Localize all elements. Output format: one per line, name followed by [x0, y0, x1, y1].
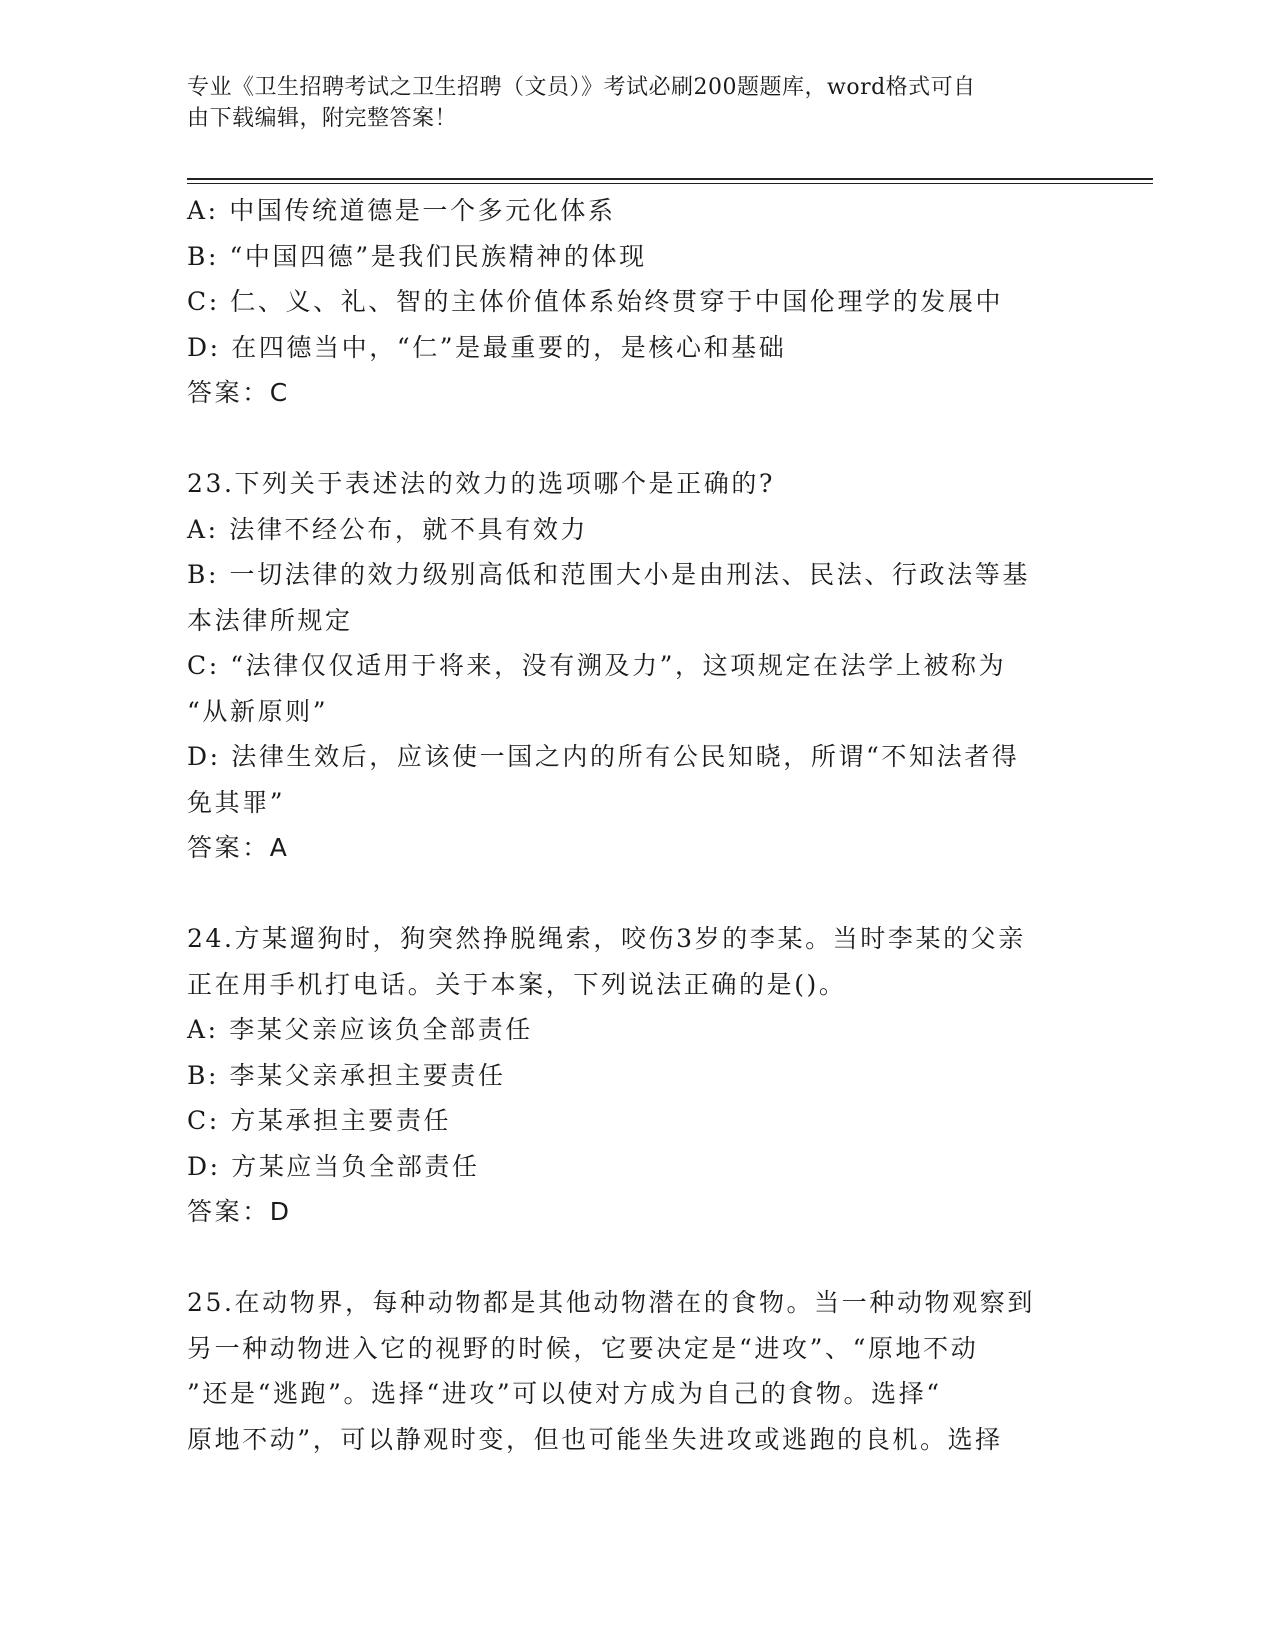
question-24	[187, 916, 1067, 1235]
option-b: B: 一切法律的效力级别高低和范围大小是由刑法、民法、行政法等基	[187, 560, 1030, 589]
question-stem-continued: 正在用手机打电话。关于本案，下列说法正确的是()。	[187, 969, 847, 999]
question-23	[187, 461, 1067, 871]
header-line-1: 专业《卫生招聘考试之卫生招聘（文员）》考试必刷200题题库，word格式可自	[187, 75, 976, 100]
option-d: D: 法律生效后，应该使一国之内的所有公民知晓，所谓“不知法者得	[187, 742, 1020, 771]
option-d: D: 在四德当中，“仁”是最重要的，是核心和基础	[187, 332, 787, 362]
answer: 答案：D	[187, 1197, 292, 1226]
question-stem-continued: 另一种动物进入它的视野的时候，它要决定是“进攻”、“原地不动	[187, 1333, 979, 1363]
option-d: D: 方某应当负全部责任	[187, 1151, 480, 1181]
question-stem: 23.下列关于表述法的效力的选项哪个是正确的?	[187, 469, 775, 498]
header-divider	[187, 178, 1153, 180]
option-b-continued: 本法律所规定	[187, 605, 353, 635]
option-b: B: “中国四德”是我们民族精神的体现	[187, 241, 647, 271]
spacer	[187, 416, 1067, 462]
question-22-continued	[187, 188, 1067, 416]
option-c: C: “法律仅仅适用于将来，没有溯及力”，这项规定在法学上被称为	[187, 651, 1007, 680]
option-a: A: 李某父亲应该负全部责任	[187, 1015, 533, 1044]
option-d-continued: 免其罪”	[187, 787, 286, 817]
header-divider-thin	[187, 183, 1153, 184]
option-c-continued: “从新原则”	[187, 696, 329, 726]
header-line-2: 由下载编辑，附完整答案！	[187, 106, 458, 131]
option-a: A: 中国传统道德是一个多元化体系	[187, 196, 616, 225]
answer: 答案：C	[187, 378, 290, 407]
spacer	[187, 1235, 1067, 1281]
question-stem-continued: 原地不动”，可以静观时变，但也可能坐失进攻或逃跑的良机。选择	[187, 1424, 1003, 1454]
document-body	[187, 188, 1067, 1462]
option-c: C: 方某承担主要责任	[187, 1106, 452, 1135]
option-a: A: 法律不经公布，就不具有效力	[187, 514, 589, 544]
question-stem: 25.在动物界，每种动物都是其他动物潜在的食物。当一种动物观察到	[187, 1288, 1035, 1317]
question-25	[187, 1280, 1067, 1462]
option-b: B: 李某父亲承担主要责任	[187, 1060, 506, 1090]
question-stem: 24.方某遛狗时，狗突然挣脱绳索，咬伤3岁的李某。当时李某的父亲	[187, 924, 1026, 953]
question-stem-continued: ”还是“逃跑”。选择“进攻”可以使对方成为自己的食物。选择“	[187, 1379, 942, 1408]
answer: 答案：A	[187, 833, 290, 862]
page-header	[187, 72, 1067, 134]
option-c: C: 仁、义、礼、智的主体价值体系始终贯穿于中国伦理学的发展中	[187, 287, 1004, 316]
spacer	[187, 871, 1067, 917]
